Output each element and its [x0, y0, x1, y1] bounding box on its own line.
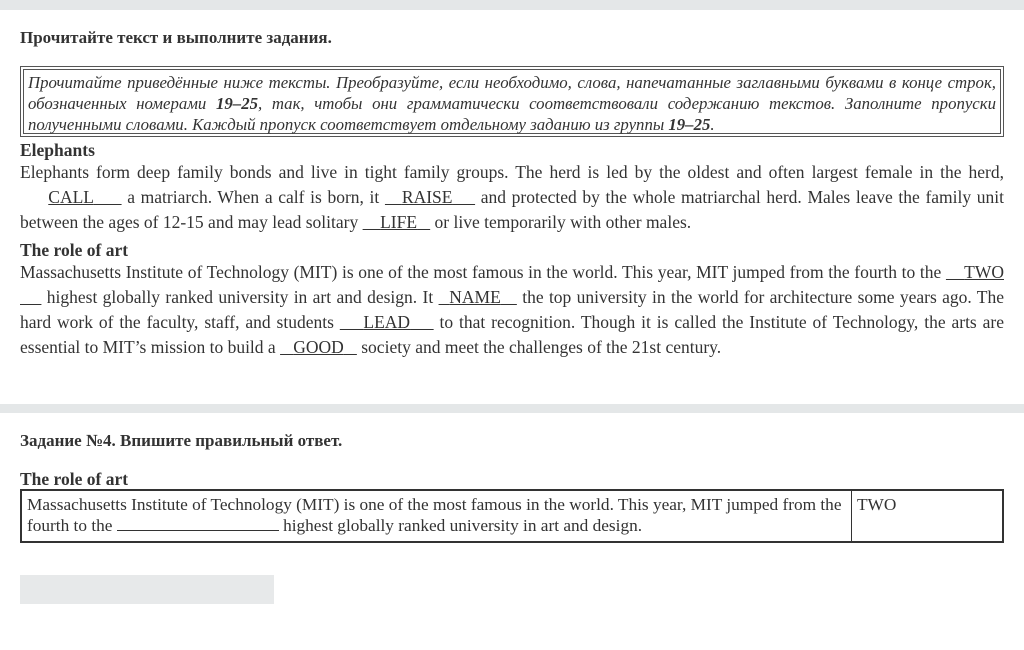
task-question-cell: [22, 491, 852, 541]
gap-word-lead: LEAD: [363, 312, 411, 332]
top-separator: [0, 0, 1024, 10]
gap: [417, 212, 430, 232]
gap: [20, 287, 41, 307]
gap: [946, 262, 964, 282]
task-section-title: The role of art: [20, 469, 129, 489]
gap-word-name: NAME: [449, 287, 501, 307]
gap: [363, 212, 381, 232]
gap: [410, 312, 434, 332]
answer-input[interactable]: TWO: [857, 495, 897, 514]
gap-word-good: GOOD: [293, 337, 344, 357]
art-text-1: Massachusetts Institute of Technology (MIT) is one of the most famous in the world. This year, MIT jumped from the fourth to the: [20, 262, 946, 282]
instructions-range-1: 19–25: [216, 94, 258, 113]
gap: [452, 187, 475, 207]
elephants-title: Elephants: [20, 140, 95, 160]
elephants-text-1: Elephants form deep family bonds and live in tight family groups. The herd is led by the oldest and often largest female in the herd,: [20, 162, 1004, 182]
task-title: Задание №4. Впишите правильный ответ.: [20, 431, 343, 450]
elephants-text-2: a matriarch. When a calf is born, it: [121, 187, 385, 207]
art-text-2: highest globally ranked university in art and design. It: [41, 287, 439, 307]
art-paragraph: [20, 260, 1004, 360]
instructions-text: [23, 69, 1001, 134]
gap: [501, 287, 517, 307]
instructions-part-2: , так, чтобы они грамматически соответствовали содержанию текстов. Заполните пропуски полученными словами. Каждый пропуск соответствует отдельному заданию из группы: [28, 94, 996, 134]
elephants-paragraph: [20, 160, 1004, 235]
gap: [280, 337, 293, 357]
gap: [439, 287, 450, 307]
instructions-range-2: 19–25: [668, 115, 711, 134]
page-title: Прочитайте текст и выполните задания.: [20, 28, 332, 47]
gap-word-call: CALL: [48, 187, 94, 207]
task-text-before: Massachusetts Institute of Technology (MIT) is one of the most famous in the world. This year, MIT jumped from the fourth to the: [27, 495, 842, 535]
art-text-3: the top university in the world for architecture some years ago. The hard work of the faculty, staff, and students: [20, 287, 1005, 332]
art-text-4: to that recognition. Though it is called the Institute of Technology, the arts are essential to MIT’s mission to build a: [20, 312, 1005, 357]
gap: [340, 312, 364, 332]
gap-word-two: TWO: [964, 262, 1004, 282]
elephants-text-3: and protected by the whole matriarchal herd. Males leave the family unit between the ages of 12-15 and may lead solitary: [20, 187, 1005, 232]
section-separator: [0, 404, 1024, 413]
gap-word-life: LIFE: [380, 212, 418, 232]
elephants-text-4: or live temporarily with other males.: [430, 212, 692, 232]
task-blank: [117, 516, 279, 531]
art-text-5: society and meet the challenges of the 21st century.: [356, 337, 722, 357]
elephants-section: [20, 140, 1004, 235]
gap: [344, 337, 357, 357]
submit-placeholder[interactable]: [20, 575, 274, 604]
gap-word-raise: RAISE: [401, 187, 453, 207]
art-section: [20, 240, 1004, 360]
gap: [93, 187, 121, 207]
gap: [20, 187, 48, 207]
task-text-after: highest globally ranked university in art and design.: [278, 516, 643, 535]
task-table: [20, 489, 1004, 543]
art-title: The role of art: [20, 240, 129, 260]
instructions-part-3: .: [710, 115, 715, 134]
gap: [385, 187, 402, 207]
instructions-box: [20, 66, 1004, 137]
instructions-part-1: Прочитайте приведённые ниже тексты. Преобразуйте, если необходимо, слова, напечатанные заглавными буквами в конце строк, обозначенных номерами: [28, 73, 996, 113]
